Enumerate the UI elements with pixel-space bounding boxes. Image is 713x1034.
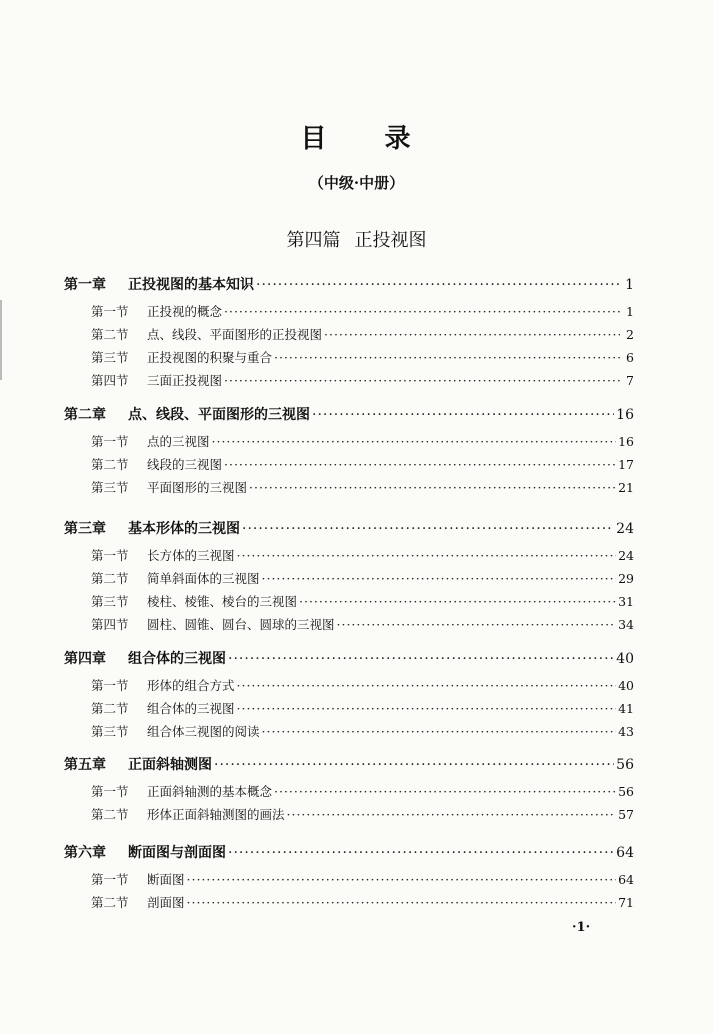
toc-section-entry[interactable] xyxy=(91,432,634,450)
toc-chapter-entry[interactable] xyxy=(64,754,634,774)
leader-dots xyxy=(214,757,614,773)
toc-section-number: 第一节 xyxy=(91,548,129,563)
toc-section-title: 形体正面斜轴测图的画法 xyxy=(147,807,285,822)
toc-section-entry[interactable] xyxy=(91,722,634,740)
leader-dots xyxy=(187,872,617,887)
toc-section-entry[interactable] xyxy=(91,546,634,564)
toc-section-entry[interactable] xyxy=(91,455,634,473)
toc-chapter-entry[interactable] xyxy=(64,842,634,862)
toc-chapter-entry[interactable] xyxy=(64,518,634,538)
toc-section-page-number: 24 xyxy=(618,548,634,563)
toc-section-page-number: 56 xyxy=(618,784,634,799)
toc-section-page-number: 71 xyxy=(618,895,634,910)
leader-dots xyxy=(224,373,620,388)
toc-section-page-number: 29 xyxy=(618,571,634,586)
leader-dots xyxy=(337,617,617,632)
toc-section-number: 第三节 xyxy=(91,350,129,365)
toc-section-title: 平面图形的三视图 xyxy=(147,480,248,495)
toc-section-entry[interactable] xyxy=(91,348,634,366)
toc-section-page-number: 41 xyxy=(618,701,634,716)
toc-section-entry[interactable] xyxy=(91,325,634,343)
toc-chapter-page-number: 1 xyxy=(625,277,634,293)
toc-chapter-number: 第一章 xyxy=(64,277,106,293)
leader-dots xyxy=(299,594,616,609)
leader-dots xyxy=(256,277,620,293)
part-number: 第四篇 xyxy=(286,230,341,251)
toc-section-title: 点的三视图 xyxy=(147,434,210,449)
toc-section-page-number: 31 xyxy=(618,594,634,609)
toc-section-page-number: 40 xyxy=(618,678,634,693)
leader-dots xyxy=(262,724,617,739)
leader-dots xyxy=(228,651,614,667)
toc-section-number: 第三节 xyxy=(91,480,129,495)
leader-dots xyxy=(237,701,617,716)
toc-section-entry[interactable] xyxy=(91,302,634,320)
leader-dots xyxy=(228,845,614,861)
toc-chapter-number: 第五章 xyxy=(64,757,106,773)
page-subtitle: （中级·中册） xyxy=(308,174,405,192)
toc-section-page-number: 2 xyxy=(626,327,634,342)
toc-section-entry[interactable] xyxy=(91,676,634,694)
leader-dots xyxy=(312,407,614,423)
toc-section-entry[interactable] xyxy=(91,569,634,587)
toc-section-page-number: 21 xyxy=(618,480,634,495)
toc-section-page-number: 17 xyxy=(618,457,634,472)
toc-chapter-title: 正面斜轴测图 xyxy=(128,757,212,773)
leader-dots xyxy=(262,571,617,586)
toc-section-number: 第一节 xyxy=(91,784,129,799)
toc-section-title: 正面斜轴测的基本概念 xyxy=(147,784,273,799)
toc-section-number: 第一节 xyxy=(91,304,129,319)
toc-chapter-page-number: 56 xyxy=(616,757,634,773)
toc-section-number: 第二节 xyxy=(91,895,129,910)
toc-chapter-page-number: 24 xyxy=(616,521,634,537)
toc-chapter-title: 基本形体的三视图 xyxy=(128,521,240,537)
toc-section-title: 简单斜面体的三视图 xyxy=(147,571,260,586)
toc-section-entry[interactable] xyxy=(91,893,634,911)
toc-section-page-number: 34 xyxy=(618,617,634,632)
toc-chapter-entry[interactable] xyxy=(64,274,634,294)
toc-section-page-number: 1 xyxy=(626,304,634,319)
toc-section-page-number: 43 xyxy=(618,724,634,739)
toc-section-entry[interactable] xyxy=(91,870,634,888)
toc-section-entry[interactable] xyxy=(91,371,634,389)
leader-dots xyxy=(237,678,617,693)
toc-section-title: 形体的组合方式 xyxy=(147,678,235,693)
page-folio: ·1· xyxy=(572,920,591,935)
toc-section-number: 第二节 xyxy=(91,701,129,716)
toc-chapter-page-number: 16 xyxy=(616,407,634,423)
toc-section-entry[interactable] xyxy=(91,592,634,610)
toc-chapter-entry[interactable] xyxy=(64,648,634,668)
leader-dots xyxy=(324,327,620,342)
toc-section-entry[interactable] xyxy=(91,615,634,633)
toc-section-title: 组合体三视图的阅读 xyxy=(147,724,260,739)
leader-dots xyxy=(224,457,616,472)
toc-section-title: 断面图 xyxy=(147,872,185,887)
leader-dots xyxy=(242,521,614,537)
leader-dots xyxy=(212,434,617,449)
toc-chapter-title: 断面图与剖面图 xyxy=(128,845,226,861)
toc-section-number: 第二节 xyxy=(91,807,129,822)
toc-section-title: 圆柱、圆锥、圆台、圆球的三视图 xyxy=(147,617,335,632)
part-heading xyxy=(0,226,713,252)
toc-section-title: 棱柱、棱锥、棱台的三视图 xyxy=(147,594,298,609)
toc-section-number: 第三节 xyxy=(91,594,129,609)
toc-chapter-number: 第二章 xyxy=(64,407,106,423)
toc-section-title: 正投视图的积聚与重合 xyxy=(147,350,273,365)
toc-section-page-number: 7 xyxy=(626,373,634,388)
toc-section-entry[interactable] xyxy=(91,478,634,496)
toc-section-page-number: 16 xyxy=(618,434,634,449)
toc-section-number: 第二节 xyxy=(91,457,129,472)
leader-dots xyxy=(274,784,616,799)
toc-chapter-number: 第三章 xyxy=(64,521,106,537)
part-name: 正投视图 xyxy=(354,230,427,251)
leader-dots xyxy=(237,548,617,563)
page-title xyxy=(0,118,713,155)
toc-chapter-page-number: 40 xyxy=(616,651,634,667)
leader-dots xyxy=(187,895,617,910)
toc-section-title: 长方体的三视图 xyxy=(147,548,235,563)
toc-section-page-number: 57 xyxy=(618,807,634,822)
toc-section-title: 线段的三视图 xyxy=(147,457,223,472)
toc-section-title: 正投视的概念 xyxy=(147,304,223,319)
toc-section-number: 第一节 xyxy=(91,872,129,887)
toc-chapter-title: 正投视图的基本知识 xyxy=(128,277,254,293)
toc-chapter-number: 第六章 xyxy=(64,845,106,861)
toc-section-title: 点、线段、平面图形的正投视图 xyxy=(147,327,323,342)
toc-section-number: 第一节 xyxy=(91,678,129,693)
toc-section-entry[interactable] xyxy=(91,699,634,717)
toc-section-number: 第二节 xyxy=(91,571,129,586)
leader-dots xyxy=(249,480,616,495)
toc-section-entry[interactable] xyxy=(91,782,634,800)
toc-section-number: 第三节 xyxy=(91,724,129,739)
toc-section-number: 第四节 xyxy=(91,373,129,388)
toc-section-title: 组合体的三视图 xyxy=(147,701,235,716)
toc-chapter-title: 点、线段、平面图形的三视图 xyxy=(128,407,310,423)
title-char-1: 目 xyxy=(300,124,329,154)
toc-section-number: 第四节 xyxy=(91,617,129,632)
toc-section-number: 第一节 xyxy=(91,434,129,449)
toc-section-title: 剖面图 xyxy=(147,895,185,910)
toc-chapter-number: 第四章 xyxy=(64,651,106,667)
scan-edge-mark xyxy=(0,300,2,380)
toc-section-page-number: 6 xyxy=(626,350,634,365)
toc-chapter-entry[interactable] xyxy=(64,404,634,424)
toc-section-page-number: 64 xyxy=(618,872,634,887)
leader-dots xyxy=(287,807,617,822)
leader-dots xyxy=(274,350,620,365)
toc-chapter-page-number: 64 xyxy=(616,845,634,861)
toc-section-entry[interactable] xyxy=(91,805,634,823)
toc-section-title: 三面正投视图 xyxy=(147,373,223,388)
toc-chapter-title: 组合体的三视图 xyxy=(128,651,226,667)
title-char-2: 录 xyxy=(384,124,413,154)
toc-section-number: 第二节 xyxy=(91,327,129,342)
leader-dots xyxy=(224,304,620,319)
